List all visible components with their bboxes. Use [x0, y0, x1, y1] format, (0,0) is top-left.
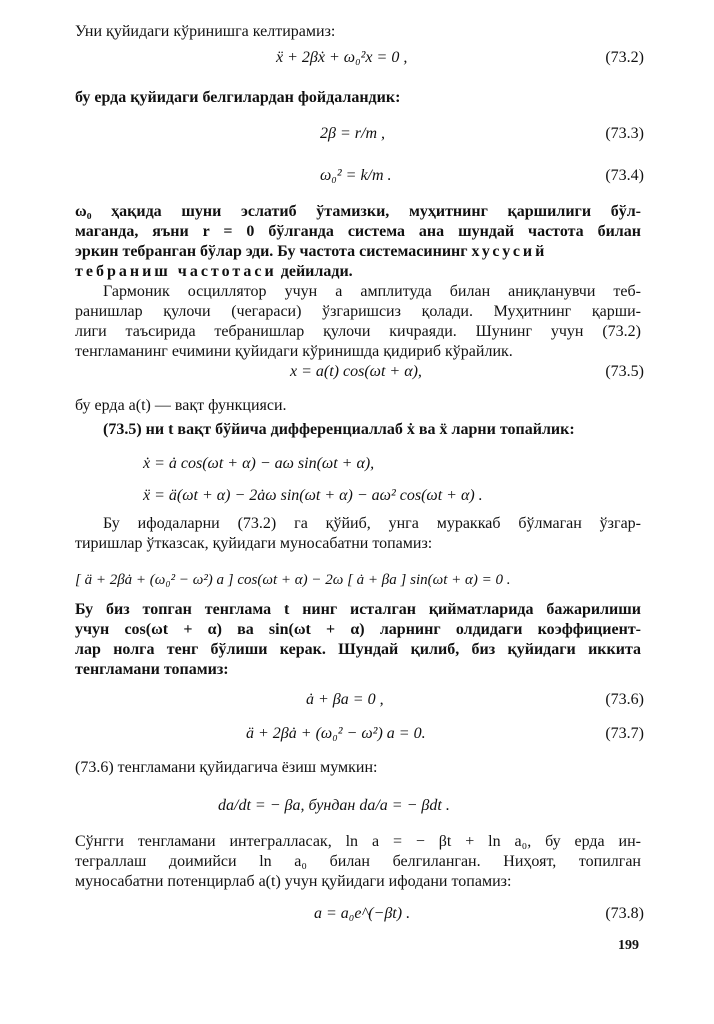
equation-da-dt: da/dt = − βa, бундан da/a = − βdt . — [218, 797, 450, 814]
text-line — [75, 242, 641, 262]
equation-73-2: ẍ + 2βẋ + ω₀²x = 0 , — [276, 49, 408, 66]
equation-73-7: ä + 2βȧ + (ω₀² − ω²) a = 0. — [246, 725, 426, 742]
text-line: тенгламани топамиз: — [75, 661, 229, 678]
text-line: Бу ифодаларни (73.2) га қўйиб, унга мураккаб бўлмаган ўзгар- — [103, 515, 641, 532]
text-span: дейилади. — [280, 263, 353, 280]
equation-number: (73.7) — [605, 725, 644, 742]
text-line: Гармоник осциллятор учун a амплитуда билан аниқланувчи теб- — [103, 283, 641, 300]
text-line: ранишлар қулочи (чегараси) ўзгаришсиз қолади. Муҳитнинг қарши- — [75, 303, 641, 320]
text-line: Бу биз топган тенглама t нинг исталган қийматларида бажарилиши — [75, 601, 641, 618]
equation-number: (73.6) — [605, 691, 644, 708]
equation-number: (73.5) — [605, 363, 644, 380]
equation-number: (73.3) — [605, 125, 644, 142]
equation-73-6: ȧ + βa = 0 , — [306, 691, 384, 708]
text-line: лиги таъсирида тебранишлар қулочи кичраяди. Шунинг учун (73.2) — [75, 323, 641, 340]
text-line — [75, 262, 641, 282]
text-line: (73.5) ни t вақт бўйича дифференциаллаб ẋ ва ẍ ларни топайлик: — [103, 421, 575, 438]
text-line: Уни қуйидаги кўринишга келтирамиз: — [75, 23, 336, 40]
equation-number: (73.4) — [605, 167, 644, 184]
text-line: муносабатни потенцирлаб a(t) учун қуйидаги ифодани топамиз: — [75, 873, 512, 890]
equation-73-4: ω₀² = k/m . — [320, 167, 392, 184]
text-span: эркин тебранган бўлар эди. Бу частота системасининг — [75, 243, 468, 260]
page-number: 199 — [618, 938, 639, 953]
text-line: лар нолга тенг бўлиши керак. Шундай қилиб, биз қуйидаги иккита — [75, 641, 641, 658]
text-line: Сўнгги тенгламани интегралласак, ln a = − βt + ln a₀, бу ерда ин- — [75, 833, 641, 850]
text-line: бу ерда a(t) — вақт функцияси. — [75, 397, 287, 414]
text-line: теграллаш доимийси ln a₀ билан белгиланган. Ниҳоят, топилган — [75, 853, 641, 870]
text-line: тиришлар ўтказсак, қуйидаги муносабатни топамиз: — [75, 535, 433, 552]
text-line: тенгламанинг ечимини қуйидаги кўринишда қидириб кўрайлик. — [75, 343, 513, 360]
text-line: маганда, яъни r = 0 бўлганда система ана шундай частота билан — [75, 223, 641, 240]
text-line: учун cos(ωt + α) ва sin(ωt + α) ларнинг олдидаги коэффициент- — [75, 621, 641, 638]
equation-73-8: a = a₀e^(−βt) . — [314, 905, 411, 922]
equation-73-3: 2β = r/m , — [320, 125, 385, 142]
equation-number: (73.8) — [605, 905, 644, 922]
text-line: бу ерда қуйидаги белгилардан фойдаландик: — [75, 89, 401, 106]
equation-long: [ ä + 2βȧ + (ω₀² − ω²) a ] cos(ωt + α) − 2ω [ ȧ + βa ] sin(ωt + α) = 0 . — [75, 572, 511, 588]
equation-73-5: x = a(t) cos(ωt + α), — [290, 363, 422, 380]
spaced-term: хусусий — [471, 243, 548, 260]
equation-xddot: ẍ = ä(ωt + α) − 2ȧω sin(ωt + α) − aω² cos(ωt + α) . — [143, 487, 483, 504]
text-line: (73.6) тенгламани қуйидагича ёзиш мумкин: — [75, 759, 378, 776]
equation-xdot: ẋ = ȧ cos(ωt + α) − aω sin(ωt + α), — [143, 455, 375, 472]
spaced-term: тебраниш частотаси — [75, 263, 277, 280]
equation-number: (73.2) — [605, 49, 644, 66]
text-line: ω₀ ҳақида шуни эслатиб ўтамизки, муҳитнинг қаршилиги бўл- — [75, 203, 641, 220]
